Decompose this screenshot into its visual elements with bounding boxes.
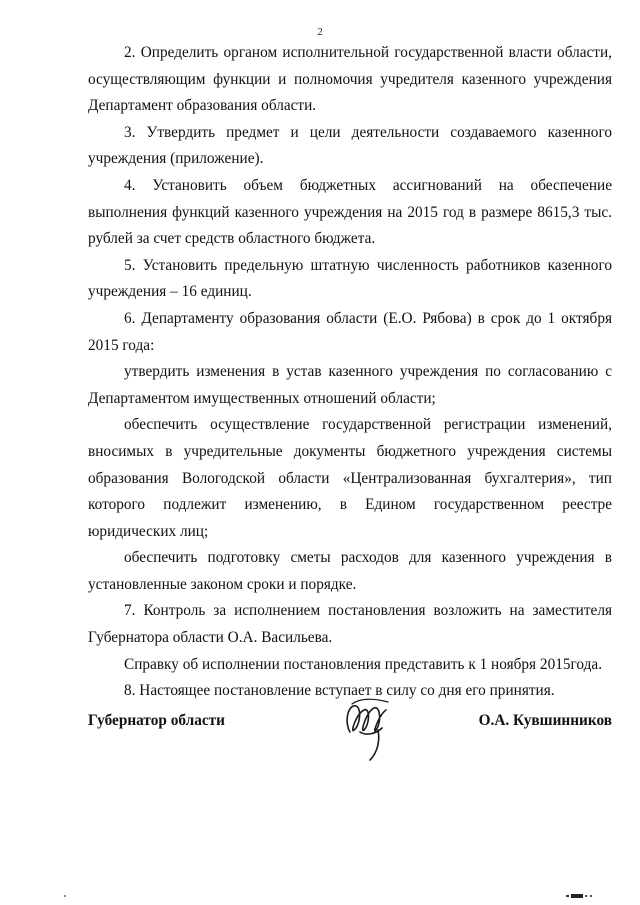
paragraph-7-control: 7. Контроль за исполнением постановления возложить на заместителя Губернатора области О.А. Васильева.: [88, 602, 612, 647]
scan-dot: [64, 895, 66, 897]
signature-block: [88, 702, 612, 762]
signatory-name: О.А. Кувшинников: [478, 712, 612, 729]
paragraph-3-subject-goals: 3. Утвердить предмет и цели деятельности создаваемого казенного учреждения (приложение).: [88, 123, 612, 168]
paragraph-2-executive-body: 2. Определить органом исполнительной государственной власти области, осуществляющим функции и полномочия учредителя казенного учреждения Департамент образования области.: [88, 44, 612, 115]
paragraph-5-staff-limit: 5. Установить предельную штатную численность работников казенного учреждения – 16 единиц.: [88, 256, 612, 301]
handwritten-signature: [340, 692, 396, 764]
paragraph-8-effective-date: 8. Настоящее постановление вступает в силу со дня его принятия.: [124, 682, 555, 700]
paragraph-6-charter-changes: утвердить изменения в устав казенного учреждения по согласованию с Департаментом имущественных отношений области;: [88, 363, 612, 407]
paragraph-4-budget: 4. Установить объем бюджетных ассигнований на обеспечение выполнения функций казенного учреждения на 2015 год в размере 8615,3 тыс. рублей за счет средств областного бюджета.: [88, 176, 612, 248]
scan-artifact: [566, 893, 596, 899]
paragraph-6-department-task: 6. Департаменту образования области (Е.О. Рябова) в срок до 1 октября 2015 года:: [88, 309, 612, 354]
document-body: [88, 40, 612, 705]
paragraph-7-report: Справку об исполнении постановления представить к 1 ноября 2015года.: [124, 655, 603, 673]
paragraph-6-registration: обеспечить осуществление государственной регистрации изменений, вносимых в учредительные документы бюджетного учреждения системы образования Вологодской области «Централизованная бухгалтерия», тип которого подлежит изменению, в Едином государственном реестре юридических лиц;: [88, 416, 612, 540]
paragraph-6-budget-estimate: обеспечить подготовку сметы расходов для казенного учреждения в установленные законом сроки и порядке.: [88, 549, 612, 593]
page-number: 2: [317, 26, 323, 38]
signatory-title: Губернатор области: [88, 712, 225, 729]
